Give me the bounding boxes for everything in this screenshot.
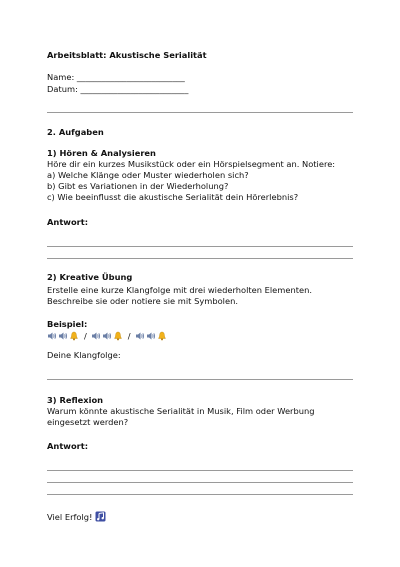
bell-icon [113, 331, 123, 341]
task2-text [47, 285, 312, 307]
sequence-separator: / [84, 331, 87, 341]
task1-answer-label: Antwort: [47, 217, 89, 227]
task3-line1: Warum könnte akustische Serialität in Musik, Film oder Werbung [47, 406, 315, 416]
task1-question-a: a) Welche Klänge oder Muster wiederholen sich? [47, 170, 249, 180]
speaker-icon [146, 331, 156, 341]
date-field: Datum: __________________________ [47, 84, 189, 94]
sequence-label: Deine Klangfolge: [47, 350, 121, 360]
example-sequence [47, 331, 168, 342]
task1-question-b: b) Gibt es Variationen in der Wiederholung? [47, 181, 229, 191]
closing-text: Viel Erfolg! [47, 512, 93, 522]
answer-line [47, 470, 353, 471]
sequence-separator: / [127, 331, 131, 341]
closing-line [47, 511, 107, 523]
task2-line1: Erstelle eine kurze Klangfolge mit drei wiederholten Elementen. [47, 285, 312, 295]
name-field: Name: __________________________ [47, 72, 185, 82]
music-notes-icon [95, 511, 106, 522]
task2-heading: 2) Kreative Übung [47, 272, 133, 282]
answer-line [47, 246, 353, 247]
bell-icon [69, 331, 79, 341]
speaker-icon [135, 331, 145, 341]
answer-line [47, 258, 353, 259]
task3-heading: 3) Reflexion [47, 395, 104, 405]
task3-line2: eingesetzt werden? [47, 417, 129, 427]
divider [47, 112, 353, 113]
task1-question-c: c) Wie beeinflusst die akustische Serialität dein Hörerlebnis? [47, 192, 299, 202]
example-label: Beispiel: [47, 319, 88, 329]
task1-intro: Höre dir ein kurzes Musikstück oder ein Hörspielsegment an. Notiere: [47, 159, 336, 169]
task2-line2: Beschreibe sie oder notiere sie mit Symbolen. [47, 296, 238, 306]
speaker-icon [102, 331, 112, 341]
worksheet-title: Arbeitsblatt: Akustische Serialität [47, 50, 207, 60]
answer-line [47, 482, 353, 483]
section-heading: 2. Aufgaben [47, 127, 104, 137]
speaker-icon [58, 331, 68, 341]
task3-answer-label: Antwort: [47, 441, 89, 451]
answer-line [47, 494, 353, 495]
task1-text [47, 159, 335, 203]
speaker-icon [47, 331, 57, 341]
sequence-line [47, 379, 353, 380]
task3-text [47, 406, 315, 428]
task1-heading: 1) Hören & Analysieren [47, 148, 156, 158]
bell-icon [157, 331, 167, 341]
speaker-icon [91, 331, 101, 341]
